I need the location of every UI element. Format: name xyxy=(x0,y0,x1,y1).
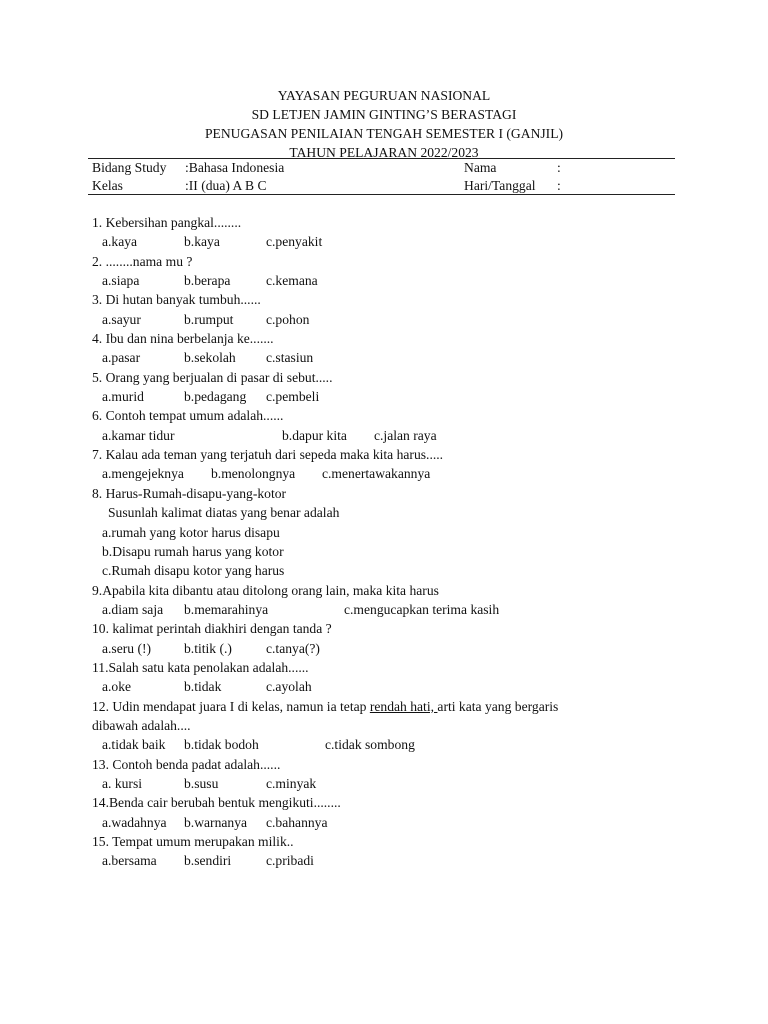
school-name: SD LETJEN JAMIN GINTING’S BERASTAGI xyxy=(251,107,517,122)
question-list xyxy=(92,213,692,871)
option-8c: c.Rumah disapu kotor yang harus xyxy=(102,563,285,579)
option-5c: c.pembeli xyxy=(266,389,320,405)
option-9b: b.memarahinya xyxy=(184,601,269,617)
option-7a: a.mengejeknya xyxy=(102,466,184,482)
option-14c: c.bahannya xyxy=(266,814,328,830)
option-8b: b.Disapu rumah harus yang kotor xyxy=(102,543,284,559)
option-15c: c.pribadi xyxy=(266,853,314,869)
option-4a: a.pasar xyxy=(102,350,141,366)
option-13c: c.minyak xyxy=(266,775,317,791)
question-10: 10. kalimat perintah diakhiri dengan tanda ? xyxy=(92,621,332,637)
option-1c: c.penyakit xyxy=(266,234,323,250)
option-2b: b.berapa xyxy=(184,273,231,289)
question-5: 5. Orang yang berjualan di pasar di sebut..... xyxy=(92,369,333,385)
option-3c: c.pohon xyxy=(266,311,310,327)
question-15: 15. Tempat umum merupakan milik.. xyxy=(92,834,294,849)
option-6b: b.dapur kita xyxy=(282,427,347,443)
option-3a: a.sayur xyxy=(102,311,141,327)
option-13a: a. kursi xyxy=(102,775,143,791)
option-4c: c.stasiun xyxy=(266,350,314,366)
question-13: 13. Contoh benda padat adalah...... xyxy=(92,756,281,772)
option-14b: b.warnanya xyxy=(184,814,248,830)
option-1a: a.kaya xyxy=(102,234,138,250)
question-14: 14.Benda cair berubah bentuk mengikuti........ xyxy=(92,795,341,811)
option-5b: b.pedagang xyxy=(184,389,247,405)
options-10 xyxy=(92,639,692,658)
option-10b: b.titik (.) xyxy=(184,640,232,656)
option-12b: b.tidak bodoh xyxy=(184,737,259,753)
option-6a: a.kamar tidur xyxy=(102,427,175,443)
options-3 xyxy=(92,310,692,329)
option-12a: a.tidak baik xyxy=(102,737,166,753)
question-12-text-start: 12. Udin mendapat juara I di kelas, namun ia tetap xyxy=(92,698,370,714)
option-11a: a.oke xyxy=(102,679,132,695)
option-9a: a.diam saja xyxy=(102,601,164,617)
name-label: Nama xyxy=(464,160,497,175)
question-12-text-end: arti kata yang bergaris xyxy=(437,698,559,714)
question-12-continued: dibawah adalah.... xyxy=(92,717,191,733)
question-9: 9.Apabila kita dibantu atau ditolong orang lain, maka kita harus xyxy=(92,582,439,598)
info-row-class xyxy=(92,177,672,195)
option-15b: b.sendiri xyxy=(184,853,232,869)
day-label: Hari/Tanggal xyxy=(464,178,536,193)
options-12 xyxy=(92,735,692,754)
options-7 xyxy=(92,464,692,483)
options-13 xyxy=(92,774,692,793)
option-7b: b.menolongnya xyxy=(211,466,296,482)
bottom-rule xyxy=(88,194,675,195)
option-5a: a.murid xyxy=(102,389,144,405)
option-9c: c.mengucapkan terima kasih xyxy=(344,601,500,617)
options-4 xyxy=(92,348,692,367)
question-6: 6. Contoh tempat umum adalah...... xyxy=(92,408,284,424)
options-11 xyxy=(92,677,692,696)
option-11b: b.tidak xyxy=(184,679,222,695)
option-12c: c.tidak sombong xyxy=(325,737,415,753)
option-7c: c.menertawakannya xyxy=(322,466,431,482)
info-row-subject xyxy=(92,159,672,177)
question-8-instruction: Susunlah kalimat diatas yang benar adalah xyxy=(108,505,340,521)
academic-year: TAHUN PELAJARAN 2022/2023 xyxy=(289,145,479,160)
options-14 xyxy=(92,813,692,832)
question-2: 2. ........nama mu ? xyxy=(92,253,193,269)
option-10a: a.seru (!) xyxy=(102,640,152,656)
question-11: 11.Salah satu kata penolakan adalah...... xyxy=(92,659,309,675)
question-4: 4. Ibu dan nina berbelanja ke....... xyxy=(92,331,274,347)
option-14a: a.wadahnya xyxy=(102,814,167,830)
day-field[interactable]: : xyxy=(557,178,561,193)
option-3b: b.rumput xyxy=(184,311,234,327)
options-5 xyxy=(92,387,692,406)
class-label: Kelas xyxy=(92,178,123,193)
options-9 xyxy=(92,600,692,619)
options-2 xyxy=(92,271,692,290)
foundation-name: YAYASAN PEGURUAN NASIONAL xyxy=(277,88,491,103)
option-13b: b.susu xyxy=(184,775,219,791)
question-12-underlined-phrase: rendah hati, xyxy=(369,698,438,714)
option-15a: a.bersama xyxy=(102,853,157,869)
option-4b: b.sekolah xyxy=(184,350,236,366)
option-6c: c.jalan raya xyxy=(374,427,437,443)
options-1 xyxy=(92,232,692,251)
option-2c: c.kemana xyxy=(266,273,318,289)
subject-value: :Bahasa Indonesia xyxy=(185,160,285,175)
options-15 xyxy=(92,851,692,870)
option-8a: a.rumah yang kotor harus disapu xyxy=(102,524,280,540)
option-1b: b.kaya xyxy=(184,234,220,250)
question-7: 7. Kalau ada teman yang terjatuh dari sepeda maka kita harus..... xyxy=(92,447,444,463)
question-8: 8. Harus-Rumah-disapu-yang-kotor xyxy=(92,485,287,501)
question-12 xyxy=(92,697,692,716)
exam-title: PENUGASAN PENILAIAN TENGAH SEMESTER I (GANJIL) xyxy=(204,126,564,141)
subject-label: Bidang Study xyxy=(92,160,167,175)
options-6 xyxy=(92,426,692,445)
option-10c: c.tanya(?) xyxy=(266,640,320,656)
option-2a: a.siapa xyxy=(102,273,140,289)
name-field[interactable]: : xyxy=(557,160,561,175)
document-header xyxy=(0,86,768,162)
question-3: 3. Di hutan banyak tumbuh...... xyxy=(92,292,261,308)
class-value: :II (dua) A B C xyxy=(185,178,267,193)
question-1: 1. Kebersihan pangkal........ xyxy=(92,215,242,230)
option-11c: c.ayolah xyxy=(266,679,312,695)
